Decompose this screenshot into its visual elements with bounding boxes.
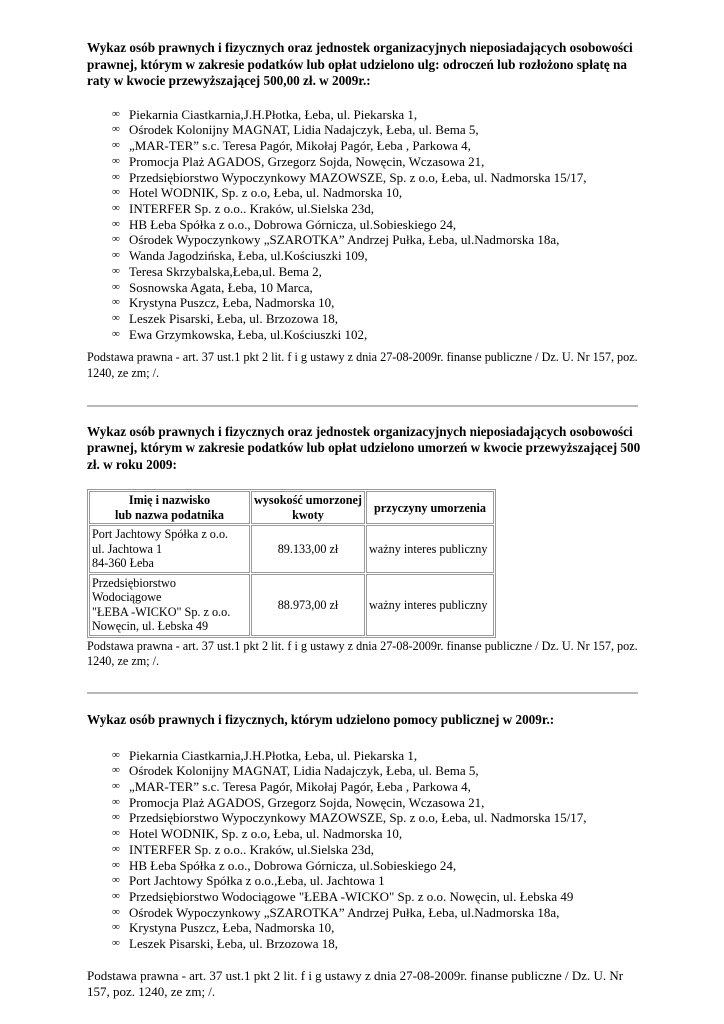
list-item: ∞ HB Łeba Spółka z o.o., Dobrowa Górnicza, ul.Sobieskiego 24, <box>112 216 457 232</box>
bullet-icon: ∞ <box>112 921 120 934</box>
list-item: ∞ Krystyna Puszcz, Łeba, Nadmorska 10, <box>112 920 335 936</box>
bullet-icon: ∞ <box>112 827 120 840</box>
list-item: ∞ Leszek Pisarski, Łeba, ul. Brzozowa 18, <box>112 936 339 952</box>
bullet-icon: ∞ <box>112 139 120 152</box>
bullet-icon: ∞ <box>112 905 120 918</box>
list-item: ∞ INTERFER Sp. z o.o.. Kraków, ul.Sielska 23d, <box>112 841 375 857</box>
bullet-icon: ∞ <box>112 170 120 183</box>
bullet-icon: ∞ <box>112 858 120 871</box>
bullet-icon: ∞ <box>112 123 120 136</box>
list-item: ∞ Hotel WODNIK, Sp. z o.o, Łeba, ul. Nadmorska 10, <box>112 185 403 201</box>
table-row <box>89 574 494 636</box>
list-item: ∞ Piekarnia Ciastkarnia,J.H.Płotka, Łeba, ul. Piekarska 1, <box>112 106 418 122</box>
list-item: ∞ Hotel WODNIK, Sp. z o.o, Łeba, ul. Nadmorska 10, <box>112 826 403 842</box>
bullet-icon: ∞ <box>112 264 120 277</box>
list-item: ∞ Ewa Grzymkowska, Łeba, ul.Kościuszki 102, <box>112 326 368 342</box>
list-item: ∞ Leszek Pisarski, Łeba, ul. Brzozowa 18, <box>112 310 339 326</box>
section2-legal-basis: Podstawa prawna - art. 37 ust.1 pkt 2 lit. f i g ustawy z dnia 27-08-2009r. finanse publiczne / Dz. U. Nr 157, poz. 1240, ze zm; /. <box>87 638 638 669</box>
document-page <box>87 40 647 1001</box>
column-header-name: Imię i nazwisko lub nazwa podatnika <box>89 491 250 524</box>
section2-heading: Wykaz osób prawnych i fizycznych oraz jednostek organizacyjnych nieposiadających osobowości prawnej, którym w zakresie podatków lub opłat udzielono umorzeń w kwocie przewyższającej 500 zł. w roku 2009: <box>87 423 641 472</box>
list-item: ∞ Sosnowska Agata, Łeba, 10 Marca, <box>112 279 313 295</box>
list-item: ∞ Ośrodek Wypoczynkowy „SZAROTKA” Andrzej Pułka, Łeba, ul.Nadmorska 18a, <box>112 232 560 248</box>
bullet-icon: ∞ <box>112 811 120 824</box>
section1-list <box>87 107 647 343</box>
table-row <box>89 525 494 573</box>
bullet-icon: ∞ <box>112 795 120 808</box>
bullet-icon: ∞ <box>112 217 120 230</box>
list-item: ∞ HB Łeba Spółka z o.o., Dobrowa Górnicza, ul.Sobieskiego 24, <box>112 857 457 873</box>
list-item: ∞ Przedsiębiorstwo Wodociągowe "ŁEBA -WICKO" Sp. z o.o. Nowęcin, ul. Łebska 49 <box>112 888 574 904</box>
cell-amount: 88.973,00 zł <box>251 574 365 636</box>
section1-legal-basis: Podstawa prawna - art. 37 ust.1 pkt 2 lit. f i g ustawy z dnia 27-08-2009r. finanse publiczne / Dz. U. Nr 157, poz. 1240, ze zm; /. <box>87 350 638 380</box>
table-header-row <box>89 491 494 524</box>
section3-heading: Wykaz osób prawnych i fizycznych, którym udzielono pomocy publicznej w 2009r.: <box>87 711 555 727</box>
section1-heading: Wykaz osób prawnych i fizycznych oraz jednostek organizacyjnych nieposiadających osobowości prawnej, którym w zakresie podatków lub opłat udzielono ulg: odroczeń lub rozłożono spłatę na raty w kwocie przewyższającej 500,00 zł. w 2009r.: <box>87 40 633 89</box>
section-divider <box>87 405 638 407</box>
section-divider <box>87 692 638 694</box>
section3-legal-basis: Podstawa prawna - art. 37 ust.1 pkt 2 lit. f i g ustawy z dnia 27-08-2009r. finanse publiczne / Dz. U. Nr 157, poz. 1240, ze zm; /. <box>87 967 624 1000</box>
bullet-icon: ∞ <box>112 233 120 246</box>
bullet-icon: ∞ <box>112 186 120 199</box>
list-item: ∞ INTERFER Sp. z o.o.. Kraków, ul.Sielska 23d, <box>112 201 375 216</box>
bullet-icon: ∞ <box>112 748 120 761</box>
bullet-icon: ∞ <box>112 842 120 855</box>
bullet-icon: ∞ <box>112 889 120 902</box>
cell-taxpayer-name: Przedsiębiorstwo Wodociągowe "ŁEBA -WICKO" Sp. z o.o. Nowęcin, ul. Łebska 49 <box>89 574 250 636</box>
list-item: ∞ Przedsiębiorstwo Wypoczynkowy MAZOWSZE, Sp. z o.o, Łeba, ul. Nadmorska 15/17, <box>112 169 587 185</box>
list-item: ∞ Teresa Skrzybalska,Łeba,ul. Bema 2, <box>112 263 322 279</box>
section3-list <box>87 748 647 952</box>
list-item: ∞ Promocja Plaż AGADOS, Grzegorz Sojda, Nowęcin, Wczasowa 21, <box>112 153 485 169</box>
cell-taxpayer-name: Port Jachtowy Spółka z o.o. ul. Jachtowa 1 84-360 Łeba <box>89 525 250 573</box>
column-header-reason: przyczyny umorzenia <box>366 491 494 524</box>
bullet-icon: ∞ <box>112 779 120 792</box>
bullet-icon: ∞ <box>112 107 120 120</box>
bullet-icon: ∞ <box>112 311 120 324</box>
list-item: ∞ „MAR-TER” s.c. Teresa Pagór, Mikołaj Pagór, Łeba , Parkowa 4, <box>112 138 471 154</box>
list-item: ∞ Wanda Jagodzińska, Łeba, ul.Kościuszki 109, <box>112 248 368 264</box>
remission-table <box>87 489 496 638</box>
bullet-icon: ∞ <box>112 296 120 309</box>
cell-reason: ważny interes publiczny <box>366 574 494 636</box>
list-item: ∞ Przedsiębiorstwo Wypoczynkowy MAZOWSZE, Sp. z o.o, Łeba, ul. Nadmorska 15/17, <box>112 810 587 826</box>
list-item: ∞ „MAR-TER” s.c. Teresa Pagór, Mikołaj Pagór, Łeba , Parkowa 4, <box>112 778 471 794</box>
bullet-icon: ∞ <box>112 154 120 167</box>
bullet-icon: ∞ <box>112 874 120 887</box>
column-header-amount: wysokość umorzonej kwoty <box>251 491 365 524</box>
list-item: ∞ Ośrodek Kolonijny MAGNAT, Lidia Nadajczyk, Łeba, ul. Bema 5, <box>112 763 479 779</box>
list-item: ∞ Port Jachtowy Spółka z o.o.,Łeba, ul. Jachtowa 1 <box>112 873 385 889</box>
bullet-icon: ∞ <box>112 764 120 777</box>
bullet-icon: ∞ <box>112 249 120 262</box>
list-item: ∞ Ośrodek Kolonijny MAGNAT, Lidia Nadajczyk, Łeba, ul. Bema 5, <box>112 122 479 138</box>
bullet-icon: ∞ <box>112 327 120 340</box>
list-item: ∞ Piekarnia Ciastkarnia,J.H.Płotka, Łeba, ul. Piekarska 1, <box>112 747 418 763</box>
bullet-icon: ∞ <box>112 937 120 950</box>
bullet-icon: ∞ <box>112 280 120 293</box>
cell-amount: 89.133,00 zł <box>251 525 365 573</box>
list-item: ∞ Promocja Plaż AGADOS, Grzegorz Sojda, Nowęcin, Wczasowa 21, <box>112 794 485 810</box>
list-item: ∞ Krystyna Puszcz, Łeba, Nadmorska 10, <box>112 295 335 311</box>
bullet-icon: ∞ <box>112 202 120 214</box>
cell-reason: ważny interes publiczny <box>366 525 494 573</box>
list-item: ∞ Ośrodek Wypoczynkowy „SZAROTKA” Andrzej Pułka, Łeba, ul.Nadmorska 18a, <box>112 904 560 920</box>
